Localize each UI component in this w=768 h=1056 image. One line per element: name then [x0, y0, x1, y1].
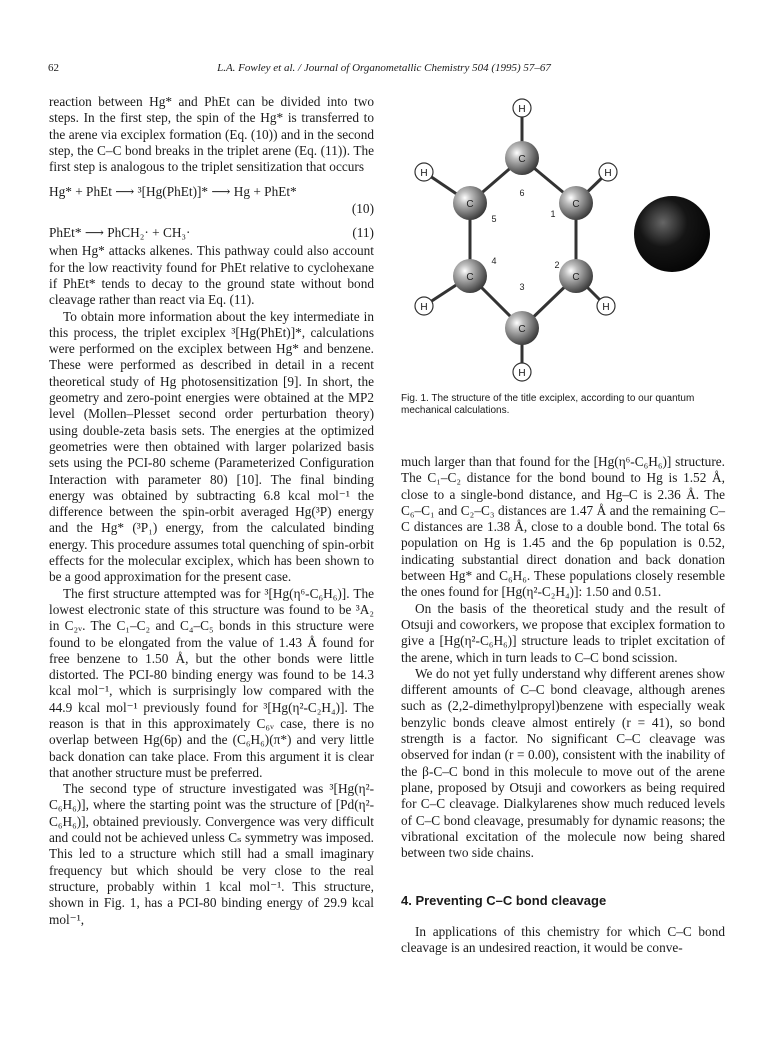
bond-number: 2	[554, 260, 560, 270]
paragraph: when Hg* attacks alkenes. This pathway could also account for the low reactivity found for PhEt relative to cyclohexane if PhEt* tends to decay to the ground state without bond cleavage rather than react via Eq. (11).	[49, 243, 374, 308]
carbon-atom	[453, 141, 593, 345]
right-column	[401, 454, 725, 956]
atom-label: H	[518, 368, 526, 379]
bond-number: 1	[550, 209, 556, 219]
equation-number: (10)	[351, 200, 374, 216]
page-number: 62	[48, 62, 59, 74]
atom-label: C	[466, 199, 474, 210]
atom-label: C	[572, 272, 580, 283]
paragraph: much larger than that found for the [Hg(η⁶-C₆H₆)] structure. The C₁–C₂ distance for the bond bound to Hg is 1.52 Å, close to a single-bond distance, and Hg–C is 2.36 Å. The C₆–C₁ and C₂–C₃ distances are 1.47 Å and the remaining C–C distances are 1.38 Å, close to a double bond. The total 6s population on Hg is 1.45 and the 6p population is 0.52, indicating substantial direct donation and back donation between Hg* and C₆H₆. These populations closely resemble the ones found for [Hg(η²-C₂H₄)]: 1.50 and 0.51.	[401, 454, 725, 600]
equation-10	[49, 184, 374, 200]
paragraph: On the basis of the theoretical study and the result of Otsuji and coworkers, we propose that exciplex formation to give a [Hg(η²-C₆H₆)] structure leads to triplet excitation of the arene, which in turn leads to C–C bond scission.	[401, 600, 725, 665]
running-title: L.A. Fowley et al. / Journal of Organometallic Chemistry 504 (1995) 57–67	[217, 62, 551, 74]
atom-label: C	[572, 199, 580, 210]
section-heading: 4. Preventing C–C bond cleavage	[401, 893, 607, 909]
figure-caption: Fig. 1. The structure of the title exciplex, according to our quantum mechanical calculations.	[401, 393, 695, 416]
bond-number: 3	[519, 282, 525, 292]
paragraph: To obtain more information about the key intermediate in this process, the triplet exciplex ³[Hg(PhEt)]*, calculations were performed on the exciplex between Hg* and benzene. These were performed as described in detail in a recent theoretical study of Hg photosensitization [9]. In short, the geometry and zero-point energies were obtained at the MP2 level (Mollen–Plesset second order perturbation theory) using double-zeta basis sets. The energies at the optimized geometries were then obtained with larger polarized basis sets using the PCI-80 scheme (Parameterized Configuration Interaction with parameter 80) [10]. The final binding energy was obtained by subtracting 6.8 kcal mol⁻¹ the difference between the spin-orbit averaged Hg(³P) energy and the Hg* (³P₁) energy, from the calculated binding energy. This procedure assumes total quenching of spin-orbit effects for the molecular exciplex, which has been shown to be a good approximation for the present case.	[49, 308, 374, 585]
paragraph: In applications of this chemistry for which C–C bond cleavage is an undesired reaction, it would be conve-	[401, 923, 725, 956]
atom-label: C	[518, 154, 526, 165]
equation-number: (11)	[352, 225, 374, 241]
paragraph: The first structure attempted was for ³[Hg(η⁶-C₆H₆)]. The lowest electronic state of this structure was found to be ³A₂ in C₂ᵥ. The C₁–C₂ and C₄–C₅ bonds in this structure were found to be elongated from the value of 1.43 Å found for free benzene to 1.50 Å, but the other bonds were little distorted. The PCI-80 binding energy was found to be 14.3 kcal mol⁻¹, which is surprisingly low compared with the 44.9 kcal mol⁻¹ previously found for ³[Hg(η²-C₂H₄)]. The reason is that in this approximately C₆ᵥ case, there is no overlap between Hg(6p) and the (C₆H₆)(π*) and very little back donation can take place. From this argument it is clear that another structure must be preferred.	[49, 585, 374, 780]
atom-label: H	[518, 104, 526, 115]
equation-11	[49, 225, 374, 241]
paragraph: The second type of structure investigated was ³[Hg(η²-C₆H₆)], where the starting point was the structure of [Pd(η²-C₆H₆)], obtained previously. Convergence was very difficult and could not be achieved unless Cₛ symmetry was imposed. This led to a structure which still had a small imaginary frequency but which should be very close to the real structure, probably within 1 kcal mol⁻¹. This structure, shown in Fig. 1, has a PCI-80 binding energy of 29.9 kcal mol⁻¹,	[49, 781, 374, 927]
paragraph: reaction between Hg* and PhEt can be divided into two steps. In the first step, the spin of the Hg* is transferred to the arene via exciplex formation (Eq. (10)) and in the second step, the C–C bond breaks in the triplet arene (Eq. (11)). The first step is analogous to the triplet sensitization that occurs	[49, 94, 374, 175]
atom-label: H	[420, 168, 428, 179]
paragraph: We do not yet fully understand why different arenes show different amounts of C–C bond cleavage, although arenes such as (2,2-dimethylpropyl)benzene with especially weak benzylic bonds cleave almost entirely (r = 41), so bond strength is a factor. No significant C–C cleavage was observed for indan (r = 0.00), consistent with the inability of the β-C–C bond in this molecule to move out of the arene plane, proposed by Otsuji and coworkers as being required for C–C cleavage. Dialkylarenes show much reduced levels of C–C bond cleavage, presumably for dynamic reasons; the vibrational excitation of the molecule now being shared between two side chains.	[401, 665, 725, 861]
left-column	[49, 94, 374, 928]
molecule-figure	[410, 88, 720, 418]
atom-label: H	[420, 302, 428, 313]
atom-label: H	[604, 168, 612, 179]
equation-text: PhEt* ⟶ PhCH₂· + CH₃·	[49, 225, 191, 241]
atom-label: C	[466, 272, 474, 283]
bond-number: 4	[491, 256, 497, 266]
atom-label: C	[518, 324, 526, 335]
equation-text: Hg* + PhEt ⟶ ³[Hg(PhEt)]* ⟶ Hg + PhEt*	[49, 184, 297, 200]
atom-label: H	[602, 302, 610, 313]
bond-number: 5	[491, 214, 497, 224]
mercury-atom	[634, 196, 710, 272]
bond-number: 6	[519, 188, 525, 198]
